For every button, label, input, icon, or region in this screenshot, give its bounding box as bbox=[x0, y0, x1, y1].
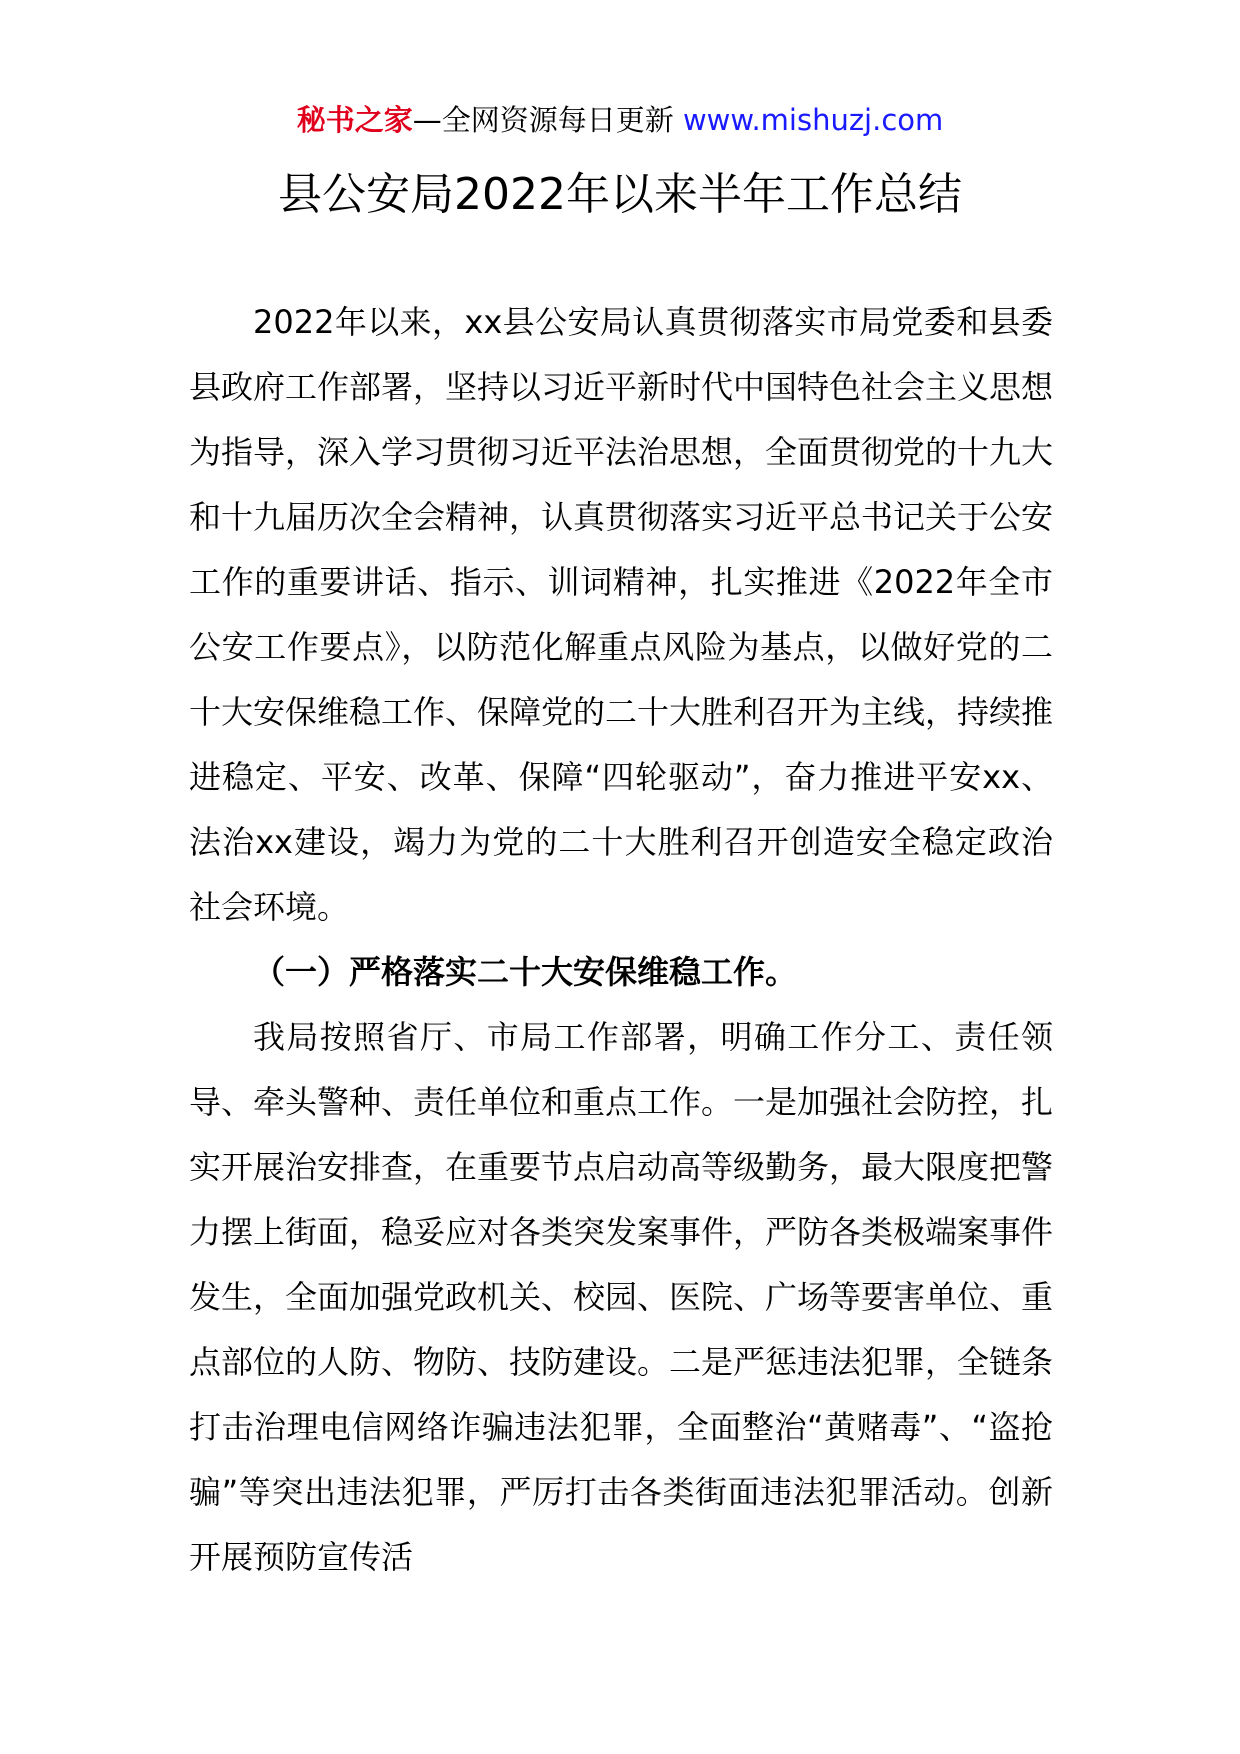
intro-paragraph: 2022年以来，xx县公安局认真贯彻落实市局党委和县委县政府工作部署，坚持以习近平新时代中国特色社会主义思想为指导，深入学习贯彻习近平法治思想，全面贯彻党的十九大和十九届历次全会精神，认真贯彻落实习近平总书记关于公安工作的重要讲话、指示、训词精神，扎实推进《2022年全市公安工作要点》，以防范化解重点风险为基点，以做好党的二十大安保维稳工作、保障党的二十大胜利召开为主线，持续推进稳定、平安、改革、保障“四轮驱动”，奋力推进平安xx、法治xx建设，竭力为党的二十大胜利召开创造安全稳定政治社会环境。 bbox=[189, 303, 1054, 926]
section-paragraph: 我局按照省厅、市局工作部署，明确工作分工、责任领导、牵头警种、责任单位和重点工作。一是加强社会防控，扎实开展治安排查，在重要节点启动高等级勤务，最大限度把警力摆上街面，稳妥应对各类突发案事件，严防各类极端案事件发生，全面加强党政机关、校园、医院、广场等要害单位、重点部位的人防、物防、技防建设。二是严惩违法犯罪，全链条打击治理电信网络诈骗违法犯罪，全面整治“黄赌毒”、“盗抢骗”等突出违法犯罪，严厉打击各类街面违法犯罪活动。创新开展预防宣传活 bbox=[189, 1018, 1054, 1576]
brand-name: 秘书之家 bbox=[296, 103, 413, 137]
section-heading: （一）严格落实二十大安保维稳工作。 bbox=[253, 953, 798, 991]
document-title: 县公安局2022年以来半年工作总结 bbox=[278, 169, 962, 220]
site-url-link[interactable]: www.mishuzj.com bbox=[682, 103, 944, 137]
banner-tagline: —全网资源每日更新 bbox=[412, 103, 674, 137]
document-body bbox=[189, 290, 1053, 1590]
site-banner bbox=[0, 100, 1240, 140]
